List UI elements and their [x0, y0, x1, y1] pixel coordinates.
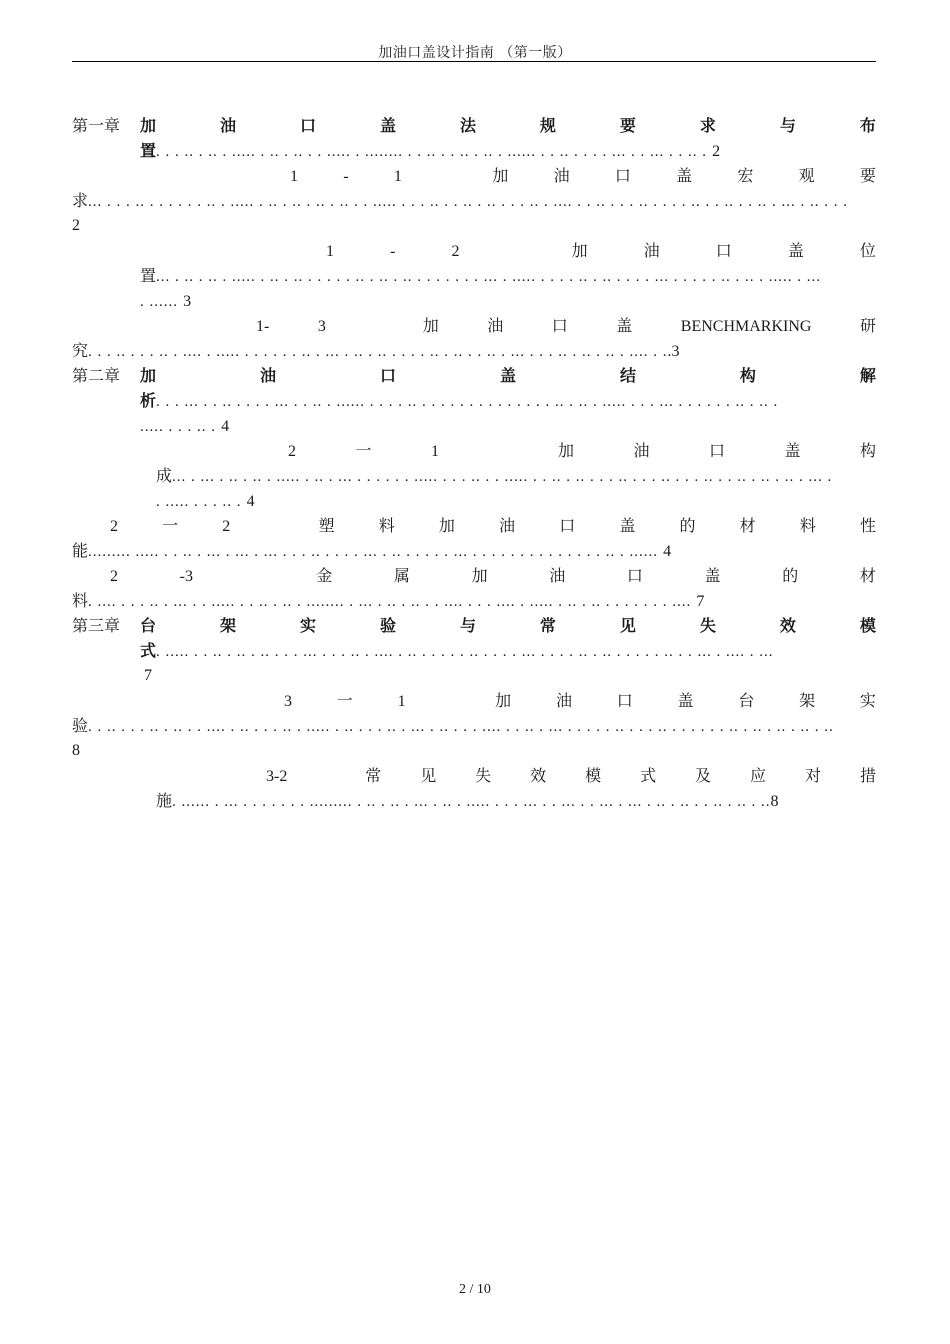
- title-continuation: 成: [156, 466, 173, 485]
- title-char: 实: [299, 616, 316, 635]
- title-char: 口: [708, 441, 725, 460]
- title-char: 油: [487, 316, 504, 335]
- title-char: 2: [110, 518, 118, 535]
- toc-section-2-1-title[interactable]: [288, 438, 876, 463]
- title-char: 解: [859, 366, 876, 385]
- page-number: 7: [696, 593, 705, 610]
- title-char: 架: [799, 691, 816, 710]
- dot-leader: . . . ... . . .. . . . . ... . . .. . ...... . . . . .. . . . . . . . . . . . . . . .. . .. . ..... . . . ... . . . . . . .. . .. .: [156, 394, 779, 410]
- title-char: 1-: [256, 318, 270, 335]
- chapter-label: 第一章: [72, 116, 121, 135]
- title-char: 构: [859, 441, 876, 460]
- toc-section-1-2-leader: [140, 263, 876, 288]
- title-char: 与: [779, 116, 796, 135]
- title-char: 油: [549, 566, 566, 585]
- title-char: 模: [585, 766, 602, 785]
- dot-leader: . ..... . . .. . .. . .. . . . ... . . . .. . .... . .. . . . . . .. . . . . ... . . . . .. . .. . . . . . .. . . ... . .... . ...: [156, 644, 774, 660]
- title-char: 与: [459, 616, 476, 635]
- toc-chapter-3-leader: [140, 638, 876, 663]
- page-number: 2: [712, 143, 721, 160]
- title-char: 盖: [676, 166, 693, 185]
- toc-section-2-2-title[interactable]: [110, 513, 876, 538]
- title-char: 油: [633, 441, 650, 460]
- toc-section-3-1-leader: [72, 713, 876, 738]
- title-char: 效: [779, 616, 796, 635]
- title-char: 加: [571, 241, 588, 260]
- title-char: 应: [750, 766, 767, 785]
- title-char: 失: [475, 766, 492, 785]
- title-char: 盖: [787, 241, 804, 260]
- title-char: 油: [259, 366, 276, 385]
- toc-section-1-1-leader: [72, 188, 876, 213]
- title-char: 常: [539, 616, 556, 635]
- title-char: 金: [316, 566, 333, 585]
- title-char: 台: [738, 691, 755, 710]
- page-number: 3: [183, 293, 192, 310]
- chapter-label: 第二章: [72, 366, 121, 385]
- title-char: 盖: [784, 441, 801, 460]
- title-char: 构: [739, 366, 756, 385]
- title-char: 的: [782, 566, 799, 585]
- toc-section-2-3-leader: [72, 588, 876, 613]
- toc-chapter-2-leader: [140, 388, 876, 413]
- title-char: 盖: [499, 366, 516, 385]
- title-char: 1: [430, 443, 439, 460]
- title-continuation: 置: [140, 266, 157, 285]
- title-char: 盖: [704, 566, 721, 585]
- title-char: 观: [798, 166, 815, 185]
- title-char: 口: [379, 366, 396, 385]
- page-number: .3: [667, 343, 680, 360]
- page-number: 8: [770, 793, 779, 810]
- title-char: 加: [438, 516, 455, 535]
- title-char: 一: [355, 441, 372, 460]
- toc-section-1-1-title[interactable]: [290, 163, 876, 188]
- toc-section-1-3-leader: [72, 338, 876, 363]
- toc-section-1-3-title[interactable]: [256, 313, 876, 338]
- title-char: 盖: [616, 316, 633, 335]
- title-char: 加: [471, 566, 488, 585]
- title-char: 宏: [737, 166, 754, 185]
- title-char: 及: [695, 766, 712, 785]
- page-number: 4: [246, 493, 255, 510]
- title-char: 3: [317, 318, 326, 335]
- dot-leader: ... . . . .. . . . . . . .. . ..... . .. . .. . .. . .. . . ..... . . . .. . . .. . .. . . . .. . .... . . .. . . . .. . . . . .. . . .. . . .. . ... . .. . . .: [88, 194, 849, 210]
- title-char: 油: [499, 516, 516, 535]
- dot-leader: . ......: [140, 294, 178, 310]
- dot-leader: . ..... . . . .. .: [156, 494, 242, 510]
- header-divider: [72, 61, 876, 62]
- toc-section-2-1-leader-end: [156, 488, 255, 513]
- dot-leader: . . . .. . .. . ..... . .. . .. . . ..... . ........ . . .. . . .. . .. . ...... . . .. . . . . ... . . ... . . .. .: [156, 144, 708, 160]
- title-char: 材: [859, 566, 876, 585]
- title-char: 效: [530, 766, 547, 785]
- toc-chapter-2-title[interactable]: [140, 363, 876, 388]
- toc-section-3-1-title[interactable]: [284, 688, 876, 713]
- dot-leader: . ...... . ... . . . . . . . ......... . .. . .. . ... . .. . ..... . . . ... . . ... . . ... . ... . .. . .. . . .. . .. . ..: [172, 794, 771, 810]
- title-char: 1: [290, 168, 298, 185]
- title-char: 要: [859, 166, 876, 185]
- title-char: 口: [715, 241, 732, 260]
- title-char: 料: [799, 516, 816, 535]
- title-char: 见: [420, 766, 437, 785]
- title-char: 加: [140, 366, 157, 385]
- title-char: 料: [378, 516, 395, 535]
- title-char: 口: [559, 516, 576, 535]
- title-continuation: 能: [72, 541, 89, 560]
- title-char: 1: [397, 693, 406, 710]
- document-title: 加油口盖设计指南 （第一版）: [378, 45, 572, 61]
- title-char: 规: [539, 116, 556, 135]
- title-char: 材: [739, 516, 756, 535]
- title-char: 3: [284, 693, 292, 710]
- title-char: 2: [451, 243, 460, 260]
- title-char: 实: [859, 691, 876, 710]
- title-char: 对: [804, 766, 821, 785]
- title-char: 1: [326, 243, 334, 260]
- title-continuation: 式: [140, 641, 157, 660]
- toc-chapter-2-leader-end: [140, 413, 229, 438]
- chapter-label: 第三章: [72, 616, 121, 635]
- toc-section-3-2-title[interactable]: [266, 763, 876, 788]
- title-char: 盖: [619, 516, 636, 535]
- title-char: 加: [422, 316, 439, 335]
- title-char: 求: [699, 116, 716, 135]
- title-char: 失: [699, 616, 716, 635]
- toc-section-1-2-title[interactable]: [326, 238, 876, 263]
- title-char: 塑: [318, 516, 335, 535]
- title-char: 油: [643, 241, 660, 260]
- dot-leader: . .... . . . .. . ... . . ..... . . .. . .. . ........ . ... . .. . .. . . .... . . . .... . ..... . .. . .. . . . . . . . ....: [88, 594, 692, 610]
- title-continuation: 析: [140, 391, 157, 410]
- title-char: 盖: [677, 691, 694, 710]
- toc-chapter-1-title[interactable]: [140, 113, 876, 138]
- title-char: -3: [179, 568, 193, 585]
- title-char: 口: [616, 691, 633, 710]
- title-char: 2: [222, 518, 231, 535]
- toc-section-3-2-leader: [156, 788, 876, 813]
- title-continuation: 求: [72, 191, 89, 210]
- page-number: 4: [663, 543, 672, 560]
- title-char: 法: [459, 116, 476, 135]
- title-char: 盖: [379, 116, 396, 135]
- title-char: -: [390, 243, 396, 260]
- title-char: 性: [859, 516, 876, 535]
- title-continuation: 验: [72, 716, 89, 735]
- title-char: 见: [619, 616, 636, 635]
- title-char: 2: [288, 443, 296, 460]
- title-char: 布: [859, 116, 876, 135]
- title-char: 加: [495, 691, 512, 710]
- title-char: 1: [393, 168, 402, 185]
- dot-leader: ......... ..... . . .. . ... . ... . ... . . . .. . . . . ... . .. . . . . . ... . . . . . . . . . . . . . . .. . ......: [88, 544, 659, 560]
- title-char: 一: [336, 691, 353, 710]
- title-char: 验: [379, 616, 396, 635]
- toc-chapter-1-leader: [140, 138, 880, 163]
- toc-chapter-3-title[interactable]: [140, 613, 876, 638]
- title-char: 模: [859, 616, 876, 635]
- title-char: 结: [619, 366, 636, 385]
- title-char: 口: [551, 316, 568, 335]
- title-char: 2: [110, 568, 118, 585]
- title-char: 油: [555, 691, 572, 710]
- title-char: 加: [492, 166, 509, 185]
- title-char: 加: [557, 441, 574, 460]
- page-number: 7: [144, 667, 152, 684]
- toc-section-2-3-title[interactable]: [110, 563, 876, 588]
- title-char: 加: [140, 116, 157, 135]
- toc-section-2-1-leader: [156, 463, 876, 488]
- title-char: 油: [553, 166, 570, 185]
- title-char: 要: [619, 116, 636, 135]
- title-char: 一: [162, 516, 179, 535]
- toc-section-2-2-leader: [72, 538, 876, 563]
- title-char: 口: [626, 566, 643, 585]
- title-continuation: 究: [72, 341, 89, 360]
- title-char: 属: [393, 566, 410, 585]
- page-number: 8: [72, 742, 80, 759]
- dot-leader: . . .. . . . .. . .. . . .... . .. . . . .. . ..... . .. . . . .. . ... . .. . . . .... . . .. . ... . . . . . .. . . . .. . . . . . . .. . .. . .. . .. . ..: [88, 719, 834, 735]
- title-char: 3-2: [266, 768, 288, 785]
- title-char: 台: [140, 616, 157, 635]
- page-indicator: 2 / 10: [459, 1282, 491, 1297]
- title-char: 常: [365, 766, 382, 785]
- title-char: 油: [219, 116, 236, 135]
- title-char: BENCHMARKING: [680, 318, 812, 335]
- toc-section-1-2-leader-end: [140, 288, 191, 313]
- title-char: 式: [640, 766, 657, 785]
- title-char: 的: [679, 516, 696, 535]
- page-number: 4: [221, 418, 230, 435]
- title-continuation: 料: [72, 591, 89, 610]
- title-char: -: [343, 168, 349, 185]
- page-number: 2: [72, 217, 80, 234]
- dot-leader: ..... . . . .. .: [140, 419, 216, 435]
- title-char: 口: [614, 166, 631, 185]
- dot-leader: ... . ... . .. . .. . ..... . .. . ... . . . . . . ..... . . . .. . . ..... . . .. . .. . . . .. . . . .. . . . .. . . .. . .. . .. . ... .: [172, 469, 833, 485]
- title-continuation: 施: [156, 791, 173, 810]
- title-char: 措: [859, 766, 876, 785]
- title-continuation: 置: [140, 141, 157, 160]
- title-char: 口: [299, 116, 316, 135]
- dot-leader: . . . .. . . . .. . .... . ..... . . . . . . .. . ... . .. . .. . . . . .. . .. . . .. . ... . . . .. . .. . .. . .... . .: [88, 344, 668, 360]
- dot-leader: ... . .. . .. . ..... . .. . .. . . . . . .. . .. . .. . . . . . . . ... . ..... . . . . .. . .. . . . . ... . . . . . .. . .. . ..... . ...: [156, 269, 822, 285]
- title-char: 架: [219, 616, 236, 635]
- title-char: 研: [859, 316, 876, 335]
- title-char: 位: [859, 241, 876, 260]
